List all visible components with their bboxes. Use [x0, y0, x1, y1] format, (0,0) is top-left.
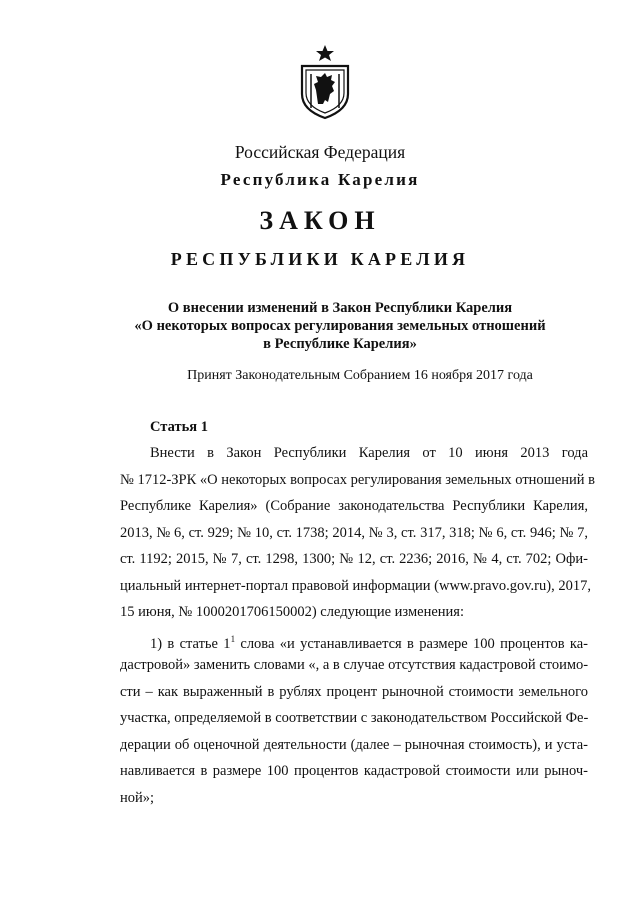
article-text-line: Республике Карелия» (Собрание законодательства Республики Карелия, — [120, 498, 588, 514]
article-heading: Статья 1 — [150, 419, 208, 435]
article-text-line: ст. 1192; 2015, № 7, ст. 1298, 1300; № 12, ст. 2236; 2016, № 4, ст. 702; Офи- — [120, 551, 588, 567]
issuer-heading: РЕСПУБЛИКИ КАРЕЛИЯ — [170, 249, 470, 269]
law-title — [120, 299, 560, 353]
item-1-text-line: сти – как выраженный в рублях процент рыночной стоимости земельного — [120, 683, 588, 700]
article-text-line: 15 июня, № 1000201706150002) следующие изменения: — [120, 604, 464, 620]
document-type-heading: ЗАКОН — [259, 206, 381, 235]
republic-heading: Республика Карелия — [220, 170, 420, 189]
item-1-rest: слова «и устанавливается в размере 100 процентов ка- — [235, 635, 588, 652]
item-1-text-line: дерации об оценочной деятельности (далее – рыночная стоимость), и уста- — [120, 736, 588, 753]
article-text-line: циальный интернет-портал правовой информации (www.pravo.gov.ru), 2017, — [120, 577, 591, 594]
item-1-prefix: 1) в статье 1 — [150, 635, 231, 652]
country-heading: Российская Федерация — [234, 142, 406, 162]
item-1-text-line: участка, определяемой в соответствии с законодательством Российской Фе- — [120, 710, 589, 726]
item-1-text-line: ной»; — [120, 789, 155, 806]
article-text-line: № 1712-ЗРК «О некоторых вопросах регулирования земельных отношений в — [120, 471, 596, 488]
item-1-first-line — [120, 626, 588, 653]
item-1-superscript: 1 — [230, 633, 236, 644]
item-1-text-line: навливается в размере 100 процентов кадастровой стоимости или рыноч- — [120, 763, 588, 779]
adoption-note: Принят Законодательным Собранием 16 ноября 2017 года — [187, 368, 533, 383]
law-title-line: в Республике Карелия» — [263, 336, 417, 352]
item-1-text-line: дастровой» заменить словами «, а в случае отсутствия кадастровой стоимо- — [120, 657, 589, 673]
article-text-line: Внести в Закон Республики Карелия от 10 июня 2013 года — [150, 445, 588, 461]
article-text-line: 2013, № 6, ст. 929; № 10, ст. 1738; 2014, № 3, ст. 317, 318; № 6, ст. 946; № 7, — [120, 524, 588, 541]
law-title-line: О внесении изменений в Закон Республики Карелия — [167, 300, 513, 316]
law-title-line: «О некоторых вопросах регулирования земельных отношений — [134, 318, 546, 334]
article-body — [120, 440, 596, 811]
karelia-coat-of-arms-emblem — [298, 44, 352, 120]
